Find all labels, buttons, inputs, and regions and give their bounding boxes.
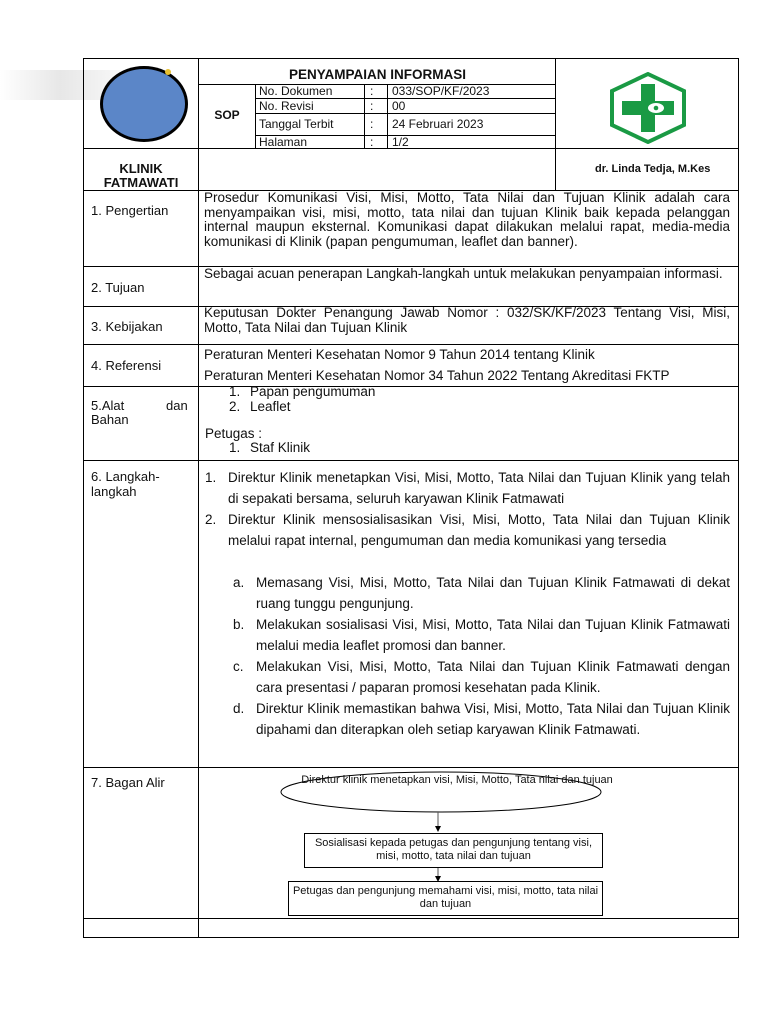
substep-text: Direktur Klinik memastikan bahwa Visi, Misi, Motto, Tata Nilai dan Tujuan Klinik dipahami dan diterapkan oleh setiap karyawan Klinik Fatmawati. (256, 701, 730, 737)
referensi-item: Peraturan Menteri Kesehatan Nomor 34 Tahun 2022 Tentang Akreditasi FKTP (204, 368, 670, 383)
petugas-label: Petugas : (205, 426, 263, 441)
tujuan-text: Sebagai acuan penerapan Langkah-langkah untuk melakukan penyampaian informasi. (204, 266, 723, 281)
alat-item: Leaflet (250, 399, 291, 414)
alat-item-number: 1. (229, 384, 241, 399)
section-label-bagan: 7. Bagan Alir (91, 775, 165, 790)
substep-number: c. (233, 659, 244, 674)
clinic-logo (98, 64, 190, 144)
section-label-bahan: Bahan (91, 412, 129, 427)
section-label-tujuan: 2. Tujuan (91, 280, 145, 295)
section-label-referensi: 4. Referensi (91, 358, 162, 373)
petugas-item: Staf Klinik (250, 440, 311, 455)
meta-label-no-dokumen: No. Dokumen (259, 84, 333, 98)
meta-value-tanggal-terbit: 24 Februari 2023 (392, 117, 484, 131)
step-text: Direktur Klinik mensosialisasikan Visi, Misi, Motto, Tata Nilai dan Tujuan Klinik melalui rapat internal, pengumuman dan media komunikasi yang tersedia (228, 512, 730, 548)
meta-value-halaman: 1/2 (392, 135, 409, 149)
sop-label: SOP (214, 108, 240, 122)
document-title: PENYAMPAIAN INFORMASI (288, 67, 467, 82)
flow-node-start: Direktur klinik menetapkan visi, Misi, Motto, Tata nilai dan tujuan (301, 774, 613, 786)
meta-sep-halaman: : (370, 135, 374, 149)
substep-text: Melakukan sosialisasi Visi, Misi, Motto, Tata Nilai dan Tujuan Klinik Fatmawati melalui media leaflet promosi dan banner. (256, 617, 730, 653)
meta-value-no-dokumen: 033/SOP/KF/2023 (392, 84, 490, 98)
meta-label-halaman: Halaman (259, 135, 308, 149)
clinic-name: KLINIK FATMAWATI (103, 161, 179, 190)
meta-sep-no-revisi: : (370, 99, 374, 113)
substep-number: b. (233, 617, 245, 632)
section-label-kebijakan: 3. Kebijakan (91, 319, 163, 334)
substep-number: a. (233, 575, 245, 590)
substep-text: Melakukan Visi, Misi, Motto, Tata Nilai dan Tujuan Klinik Fatmawati dengan cara presentasi / paparan promosi kesehatan pada Klinik. (256, 659, 730, 695)
step-text: Direktur Klinik menetapkan Visi, Misi, Motto, Tata Nilai dan Tujuan Klinik yang telah di sepakati bersama, seluruh karyawan Klinik Fatmawati (228, 470, 730, 506)
meta-sep-no-dokumen: : (370, 84, 374, 98)
meta-sep-tanggal-terbit: : (370, 117, 374, 131)
signatory-name: dr. Linda Tedja, M.Kes (595, 163, 711, 175)
section-label-alat: 5.Alat (91, 398, 125, 413)
referensi-item: Peraturan Menteri Kesehatan Nomor 9 Tahun 2014 tentang Klinik (204, 347, 595, 362)
step-number: 1. (205, 470, 217, 485)
flow-node-result: Petugas dan pengunjung memahami visi, misi, motto, tata nilai dan tujuan (288, 881, 603, 916)
meta-label-tanggal-terbit: Tanggal Terbit (259, 117, 334, 131)
petugas-item-number: 1. (229, 440, 241, 455)
green-cross-logo (608, 72, 688, 144)
alat-item: Papan pengumuman (250, 384, 376, 399)
meta-value-no-revisi: 00 (392, 99, 406, 113)
section-label-pengertian: 1. Pengertian (91, 203, 169, 218)
section-label-langkah: 6. Langkah-langkah (91, 469, 160, 499)
substep-text: Memasang Visi, Misi, Motto, Tata Nilai dan Tujuan Klinik Fatmawati di dekat ruang tunggu pengunjung. (256, 575, 730, 611)
pengertian-text: Prosedur Komunikasi Visi, Misi, Motto, Tata Nilai dan Tujuan Klinik adalah cara menyampaikan visi, misi, motto, tata nilai dan tujuan Klinik baik kepada pelanggan internal maupun eksternal. Komunikasi dapat dilakukan melalui rapat, media-media komunikasi di Klinik (papan pengumuman, leaflet dan banner). (204, 190, 730, 249)
kebijakan-text: Keputusan Dokter Penangung Jawab Nomor : 032/SK/KF/2023 Tentang Visi, Misi, Motto, Tata Nilai dan Tujuan Klinik (204, 305, 730, 335)
flow-node-sosialisasi: Sosialisasi kepada petugas dan pengunjung tentang visi, misi, motto, tata nilai dan tujuan (304, 833, 603, 868)
step-number: 2. (205, 512, 217, 527)
meta-label-no-revisi: No. Revisi (259, 99, 314, 113)
alat-item-number: 2. (229, 399, 241, 414)
section-label-dan: dan (166, 398, 188, 413)
substep-number: d. (233, 701, 245, 716)
